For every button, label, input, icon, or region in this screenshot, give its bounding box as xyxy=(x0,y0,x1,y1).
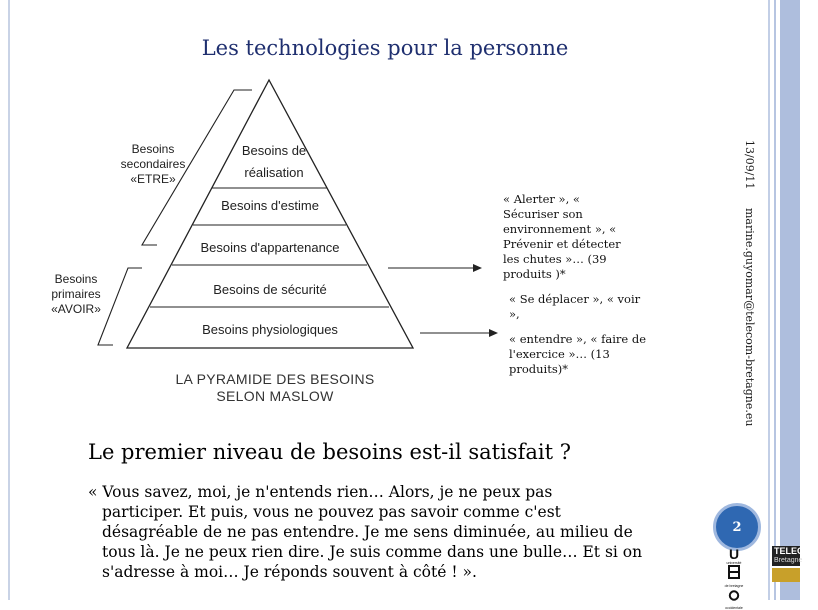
question-heading: Le premier niveau de besoins est-il satisfait ? xyxy=(88,440,571,464)
pyramid-outline xyxy=(127,80,413,348)
quote-line: désagréable de ne pas entendre. Je me sens diminuée, au milieu de xyxy=(102,523,633,541)
slide-title: Les technologies pour la personne xyxy=(201,36,569,60)
security-note-line: environnement », « xyxy=(503,222,617,236)
security-note xyxy=(503,192,673,282)
ubo-o-icon xyxy=(724,590,744,601)
security-note-line: Sécuriser son xyxy=(503,207,583,221)
telecom-logo-line2: Bretagne xyxy=(774,557,803,564)
level-estime: Besoins d'estime xyxy=(221,198,319,213)
physiological-note-line: produits)* xyxy=(509,362,568,376)
page-number-badge: 2 xyxy=(713,503,761,551)
physiological-note-line: « entendre », « faire de xyxy=(509,332,647,346)
slide-date: 13/09/11 xyxy=(743,140,756,190)
physiological-note-line: », xyxy=(509,307,520,321)
pyramid-caption-line2: SELON MASLOW xyxy=(216,388,334,404)
telecom-bretagne-logo xyxy=(772,546,818,582)
primary-needs-line1: Besoins xyxy=(54,272,98,286)
secondary-needs-label xyxy=(108,142,198,187)
ubo-text1: université xyxy=(726,561,742,565)
telecom-logo-top xyxy=(772,546,818,566)
pyramid-caption-line1: LA PYRAMIDE DES BESOINS xyxy=(175,371,375,387)
security-note-line: Prévenir et détecter xyxy=(503,237,621,251)
primary-needs-label xyxy=(38,272,114,317)
secondary-needs-line1: Besoins xyxy=(131,142,175,156)
author-email: marine.guyomar@telecom-bretagne.eu xyxy=(743,208,756,427)
ubo-b-icon xyxy=(724,565,744,579)
physiological-note-line: « Se déplacer », « voir xyxy=(509,292,641,306)
quote-line: participer. Et puis, vous ne pouvez pas savoir comme c'est xyxy=(102,503,561,521)
level-realisation-line1: Besoins de xyxy=(241,143,307,158)
level-physiologiques: Besoins physiologiques xyxy=(202,322,338,337)
ubo-letter: U xyxy=(728,546,740,562)
primary-needs-line2: primaires xyxy=(51,287,101,301)
physiological-arrow-head xyxy=(489,329,498,337)
quote-block xyxy=(88,482,688,582)
pyramid-caption xyxy=(140,371,410,405)
telecom-logo-graphic xyxy=(772,568,800,582)
quote-line: « Vous savez, moi, je n'entends rien… Alors, je ne peux pas xyxy=(88,483,553,501)
ubo-text2: de bretagne xyxy=(724,584,744,588)
level-appartenance: Besoins d'appartenance xyxy=(200,240,340,255)
secondary-needs-line2: secondaires xyxy=(120,157,186,171)
vertical-footer xyxy=(728,140,768,440)
quote-line: tous là. Je ne peux rien dire. Je suis comme dans une bulle… Et si on xyxy=(102,543,643,561)
security-arrow-head xyxy=(473,264,482,272)
ubo-logo xyxy=(724,546,744,610)
security-note-line: « Alerter », « xyxy=(503,192,580,206)
level-realisation-line2: réalisation xyxy=(244,165,304,180)
quote-line: s'adresse à moi… Je réponds souvent à côté ! ». xyxy=(102,563,477,581)
telecom-logo-line1: TELECOM xyxy=(774,546,818,556)
physiological-note xyxy=(509,292,679,377)
security-note-line: les chutes »… (39 xyxy=(503,252,607,266)
physiological-note-line: l'exercice »… (13 xyxy=(509,347,610,361)
level-securite: Besoins de sécurité xyxy=(213,282,327,297)
primary-needs-line3: «AVOIR» xyxy=(51,302,101,316)
security-note-line: produits )* xyxy=(503,267,566,281)
secondary-needs-line3: «ETRE» xyxy=(130,172,176,186)
ubo-text3: occidentale xyxy=(725,606,743,610)
